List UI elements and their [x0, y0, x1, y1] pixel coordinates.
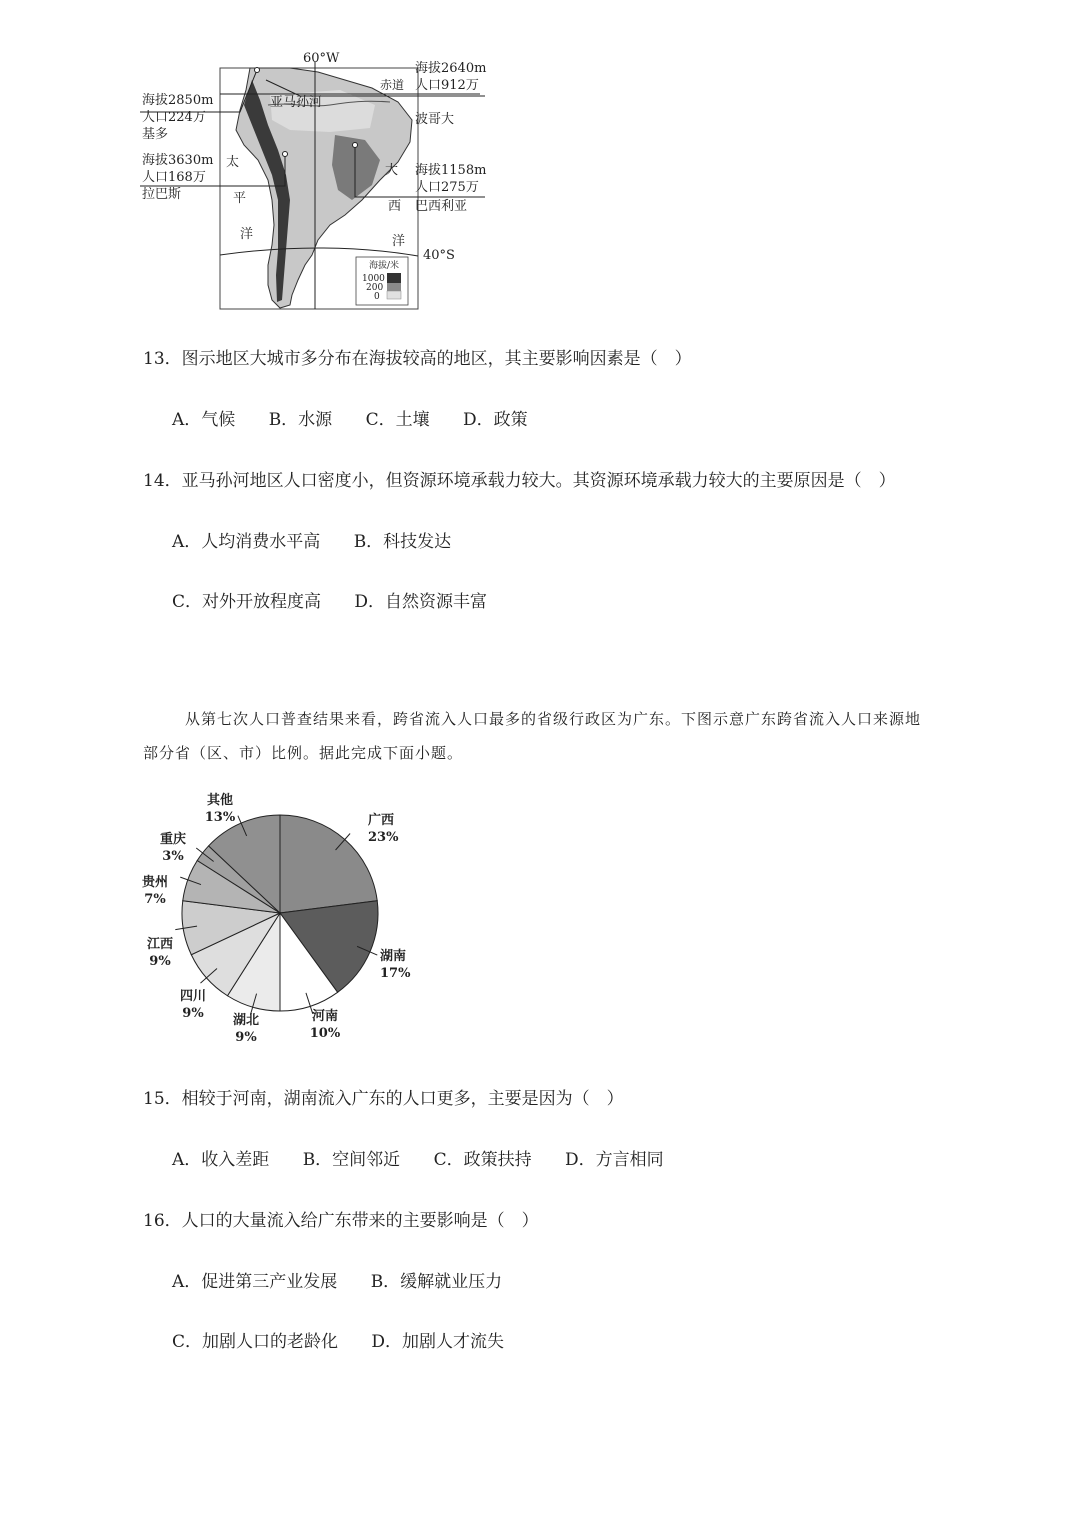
- city-alt: 海拔3630m: [142, 153, 214, 168]
- pie-label-name-1: 湖南: [380, 949, 407, 964]
- pie-slice-0: [280, 815, 377, 913]
- city-brasilia: [415, 162, 486, 215]
- q13-option-a[interactable]: A．气候: [172, 410, 236, 430]
- q16-option-c[interactable]: C．加剧人口的老龄化: [172, 1332, 339, 1352]
- city-quito: [142, 92, 213, 143]
- pie-label-value-7: 3%: [162, 849, 184, 864]
- city-lapaz: [142, 152, 213, 203]
- pie-label-value-2: 10%: [309, 1026, 341, 1041]
- pacific-char-2: 平: [233, 191, 247, 206]
- city-name: 拉巴斯: [142, 187, 182, 202]
- pie-label-name-8: 其他: [206, 793, 234, 808]
- city-alt: 海拔2640m: [415, 61, 487, 76]
- pie-label-name-6: 贵州: [141, 875, 169, 890]
- pie-label-value-5: 9%: [149, 954, 171, 969]
- q15-option-c[interactable]: C．政策扶持: [433, 1150, 532, 1170]
- q15-option-b[interactable]: B．空间邻近: [302, 1150, 401, 1170]
- q14-option-d[interactable]: D．自然资源丰富: [354, 592, 488, 612]
- pie-chart: [140, 788, 440, 1048]
- parallel-label: 40°S: [423, 248, 455, 263]
- pacific-char-1: 太: [226, 155, 240, 170]
- city-alt: 海拔1158m: [415, 163, 487, 178]
- city-pop: 人口224万: [142, 110, 206, 125]
- q13-option-c[interactable]: C．土壤: [365, 410, 430, 430]
- q13-option-d[interactable]: D．政策: [463, 410, 528, 430]
- lapaz-dot: [283, 152, 288, 157]
- pie-label-name-2: 河南: [311, 1009, 339, 1024]
- q15-option-a[interactable]: A．收入差距: [172, 1150, 270, 1170]
- quito-dot: [255, 68, 260, 73]
- question-15: 15．相较于河南，湖南流入广东的人口更多，主要是因为（ ）: [143, 1089, 624, 1109]
- q14-option-b[interactable]: B．科技发达: [353, 532, 452, 552]
- atlantic-char-2: 西: [388, 199, 402, 214]
- pie-label-value-3: 9%: [235, 1030, 257, 1045]
- pie-label-value-8: 13%: [204, 810, 236, 825]
- question-16-options-row1: [172, 1267, 530, 1292]
- q15-option-d[interactable]: D．方言相同: [565, 1150, 664, 1170]
- question-16-options-row2: [172, 1327, 532, 1352]
- legend-swatch-low: [387, 291, 401, 299]
- city-name: 基多: [142, 127, 169, 142]
- question-13-options: [172, 405, 556, 430]
- city-pop: 人口275万: [415, 180, 479, 195]
- city-alt: 海拔2850m: [142, 93, 214, 108]
- pie-label-value-6: 7%: [144, 892, 166, 907]
- pie-label-name-5: 江西: [146, 937, 174, 952]
- legend-swatch-mid: [387, 283, 401, 291]
- question-14: 14．亚马孙河地区人口密度小，但资源环境承载力较大。其资源环境承载力较大的主要原因是（ ）: [143, 471, 896, 491]
- south-america-map: [140, 50, 500, 312]
- pie-label-name-3: 湖北: [232, 1013, 260, 1028]
- q16-option-b[interactable]: B．缓解就业压力: [370, 1272, 503, 1292]
- q16-option-d[interactable]: D．加剧人才流失: [371, 1332, 505, 1352]
- pacific-char-3: 洋: [240, 227, 254, 242]
- atlantic-char-1: 大: [385, 163, 399, 178]
- q14-option-c[interactable]: C．对外开放程度高: [172, 592, 322, 612]
- pie-label-name-0: 广西: [368, 813, 395, 828]
- city-name: 波哥大: [415, 112, 455, 127]
- legend-level-200: 200: [366, 283, 384, 293]
- pie-label-value-4: 9%: [182, 1006, 204, 1021]
- question-15-options: [172, 1145, 692, 1170]
- river-label: 亚马孙河: [270, 95, 323, 110]
- city-name: 巴西利亚: [415, 199, 468, 214]
- legend-level-1000: 1000: [362, 274, 385, 284]
- q16-option-a[interactable]: A．促进第三产业发展: [172, 1272, 338, 1292]
- legend-level-0: 0: [374, 292, 380, 302]
- question-13: 13．图示地区大城市多分布在海拔较高的地区，其主要影响因素是（ ）: [143, 349, 692, 369]
- passage-text: 从第七次人口普查结果来看，跨省流入人口最多的省级行政区为广东。下图示意广东跨省流入人口来源地部分省（区、市）比例。据此完成下面小题。: [143, 710, 922, 762]
- city-bogota: [415, 60, 486, 128]
- city-pop: 人口168万: [142, 170, 206, 185]
- question-16: 16．人口的大量流入给广东带来的主要影响是（ ）: [143, 1211, 539, 1231]
- q13-option-b[interactable]: B．水源: [268, 410, 333, 430]
- pie-label-name-7: 重庆: [159, 832, 187, 847]
- pie-label-name-4: 四川: [179, 989, 207, 1004]
- legend-title: 海拔/米: [369, 261, 400, 271]
- question-14-options-row2: [172, 587, 515, 612]
- question-14-options-row1: [172, 527, 479, 552]
- brasilia-dot: [353, 143, 358, 148]
- atlantic-char-3: 洋: [392, 234, 406, 249]
- meridian-label: 60°W: [303, 51, 340, 66]
- q14-option-a[interactable]: A．人均消费水平高: [172, 532, 321, 552]
- pie-label-value-1: 17%: [380, 966, 411, 981]
- pie-label-value-0: 23%: [368, 830, 399, 845]
- equator-label: 赤道: [380, 78, 405, 92]
- city-pop: 人口912万: [415, 78, 479, 93]
